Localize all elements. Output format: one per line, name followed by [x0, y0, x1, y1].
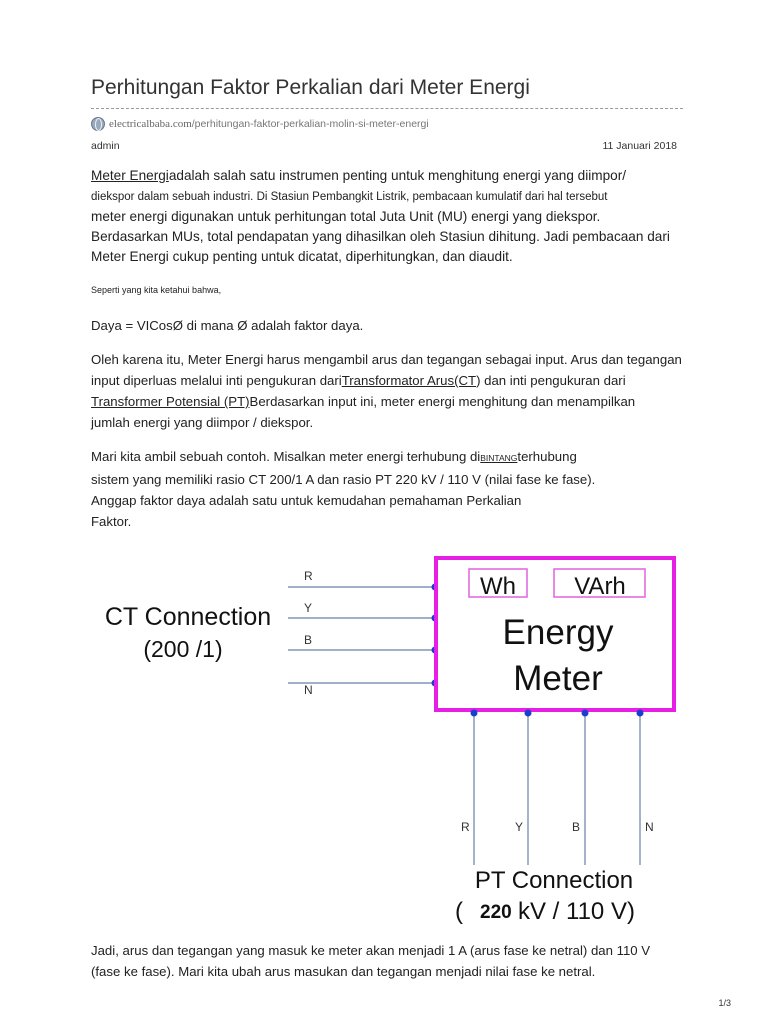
link-transformer-potensial[interactable]: Transformer Potensial (PT) — [91, 394, 250, 409]
paragraph-intro — [91, 166, 721, 267]
varh-label: VArh — [574, 573, 626, 600]
pt-dot-n — [637, 710, 644, 717]
source-path[interactable]: /perhitungan-faktor-perkalian-molin-si-meter-energi — [191, 118, 429, 130]
paragraph-conclusion — [91, 940, 721, 982]
text: Oleh karena itu, Meter Energi harus mengambil arus dan tegangan sebagai input. Arus dan tegangan — [91, 352, 682, 367]
text: Berdasarkan input ini, meter energi menghitung dan menampilkan — [249, 394, 636, 409]
pt-label-y: Y — [515, 820, 524, 834]
text: input diperluas melalui inti pengukuran dari — [91, 373, 342, 388]
pt-label-r: R — [461, 820, 470, 834]
text: Faktor. — [91, 514, 132, 529]
text: terhubung — [517, 449, 577, 464]
pt-label-b: B — [572, 820, 581, 834]
page-title: Perhitungan Faktor Perkalian dari Meter Energi — [91, 76, 530, 99]
globe-icon — [91, 117, 105, 131]
pt-wires — [474, 712, 640, 865]
ct-ratio-label: (200 /1) — [143, 636, 223, 662]
text: Meter Energi cukup penting untuk dicatat, diperhitungkan, dan diaudit. — [91, 249, 513, 264]
author: admin — [91, 140, 120, 152]
ct-label-r: R — [304, 569, 313, 583]
pt-dot-b — [582, 710, 589, 717]
link-transformator-arus[interactable]: Transformator Arus(CT — [341, 373, 477, 388]
divider — [91, 108, 683, 109]
link-meter-energi[interactable]: Meter Energi — [91, 168, 169, 183]
pt-label-n: N — [645, 820, 654, 834]
text: (fase ke fase). Mari kita ubah arus masukan dan tegangan menjadi nilai fase ke netral. — [91, 964, 596, 979]
text: ) dan inti pengukuran dari — [476, 373, 626, 388]
ct-label-b: B — [304, 633, 313, 647]
text: sistem yang memiliki rasio CT 200/1 A dan rasio PT 220 kV / 110 V (nilai fase ke fase). — [91, 472, 596, 487]
pt-dot-r — [471, 710, 478, 717]
link-bintang[interactable]: BINTANG — [480, 453, 518, 463]
wh-label: Wh — [480, 573, 516, 600]
ct-label-n: N — [304, 683, 313, 697]
text: diekspor dalam sebuah industri. Di Stasiun Pembangkit Listrik, pembacaan kumulatif dari hal tersebut — [91, 191, 608, 203]
paragraph-input — [91, 349, 721, 433]
meter-title-line1: Energy — [502, 613, 614, 652]
page-number: 1/3 — [718, 998, 731, 1008]
source-domain[interactable]: electricalbaba.com — [109, 118, 192, 130]
text: adalah salah satu instrumen penting untuk menghitung energi yang diimpor/ — [168, 168, 627, 183]
publish-date: 11 Januari 2018 — [602, 140, 677, 152]
energy-meter-diagram — [0, 540, 768, 930]
text: Mari kita ambil sebuah contoh. Misalkan meter energi terhubung di — [91, 449, 481, 464]
paragraph-note: Seperti yang kita ketahui bahwa, — [91, 285, 222, 295]
paragraph-example — [91, 446, 721, 532]
text: meter energi digunakan untuk perhitungan total Juta Unit (MU) energi yang diekspor. — [91, 209, 601, 224]
text: Anggap faktor daya adalah satu untuk kemudahan pemahaman Perkalian — [91, 493, 522, 508]
paragraph-formula: Daya = VICosØ di mana Ø adalah faktor daya. — [91, 318, 364, 333]
text: Berdasarkan MUs, total pendapatan yang dihasilkan oleh Stasiun dihitung. Jadi pembacaan dari — [91, 229, 670, 244]
source-url[interactable] — [91, 117, 429, 131]
pt-ratio-rest: kV / 110 V) — [518, 898, 635, 925]
ct-label-y: Y — [304, 601, 313, 615]
ct-connection-title: CT Connection — [104, 603, 272, 631]
pt-ratio-number: 220 — [480, 902, 512, 923]
pt-dot-y — [525, 710, 532, 717]
text: Jadi, arus dan tegangan yang masuk ke meter akan menjadi 1 A (arus fase ke netral) dan 110 V — [91, 943, 651, 958]
pt-ratio-open: ( — [455, 898, 463, 925]
pt-ratio-label — [455, 898, 635, 925]
pt-connection-title: PT Connection — [474, 867, 634, 894]
text: jumlah energi yang diimpor / diekspor. — [91, 415, 314, 430]
meter-title-line2: Meter — [513, 659, 603, 698]
